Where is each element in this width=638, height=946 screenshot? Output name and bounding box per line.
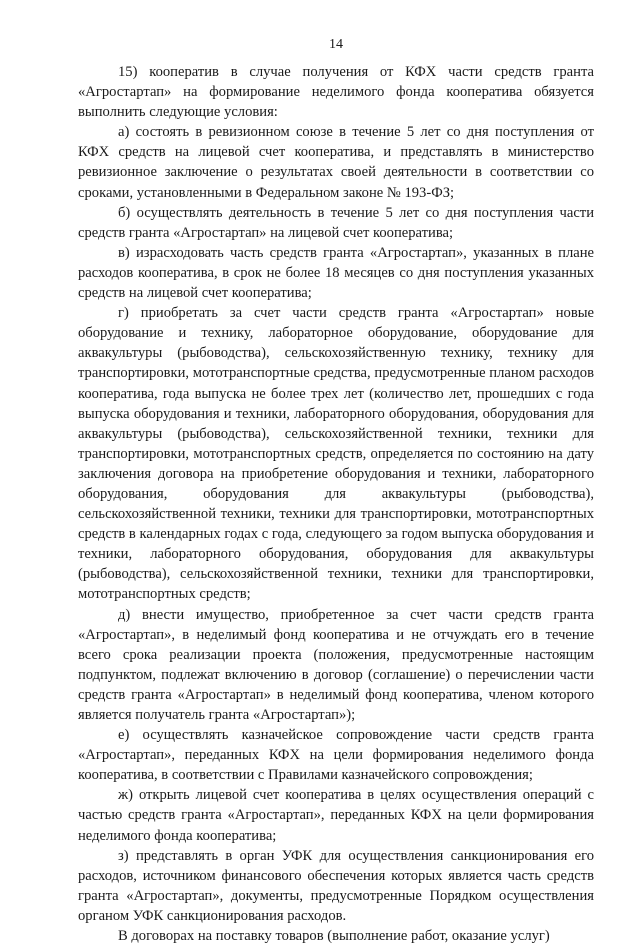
paragraph-subitem-g: г) приобретать за счет части средств гранта «Агростартап» новые оборудование и технику, лабораторное оборудование, оборудование для аквакультуры (рыбоводства), сельскохозяйственную технику, технику для транспортировки, мототранспортные средства, предусмотренные планом расходов кооператива, года выпуска не более трех лет (количество лет, прошедших с года выпуска оборудования и техники, лабораторного оборудования, оборудования для аквакультуры (рыбоводства), сельскохозяйственной техники, техники для транспортировки, мототранспортных средств, определяется по состоянию на дату заключения договора на приобретение оборудования и техники, лабораторного оборудования, оборудования для аквакультуры (рыбоводства), сельскохозяйственной техники, техники для транспортировки, мототранспортных средств в календарных годах с года, следующего за годом выпуска оборудования и техники, лабораторного оборудования, оборудования для аквакультуры (рыбоводства), сельскохозяйственной техники, техники для транспортировки, мототранспортных средств;	[78, 305, 594, 603]
document-body	[78, 62, 594, 946]
page-number: 14	[329, 37, 343, 52]
paragraph-subitem-zh: ж) открыть лицевой счет кооператива в целях осуществления операций с частью средств гранта «Агростартап», переданных КФХ на цели формирования неделимого фонда кооператива;	[78, 787, 594, 844]
paragraph-item-15: 15) кооператив в случае получения от КФХ части средств гранта «Агростартап» на формирование неделимого фонда кооператива обязуется выполнить следующие условия:	[78, 64, 594, 121]
paragraph-subitem-d: д) внести имущество, приобретенное за счет части средств гранта «Агростартап», в неделимый фонд кооператива и не отчуждать его в течение всего срока реализации проекта (положения, предусмотренные настоящим подпунктом, подлежат включению в договор (соглашение) о перечислении части средств гранта «Агростартап» в неделимый фонд кооператива, членом которого является получатель гранта «Агростартап»);	[78, 606, 594, 723]
paragraph-subitem-b: б) осуществлять деятельность в течение 5 лет со дня поступления части средств гранта «Агростартап» на лицевой счет кооператива;	[78, 204, 594, 241]
paragraph-subitem-e: е) осуществлять казначейское сопровождение части средств гранта «Агростартап», переданных КФХ на цели формирования неделимого фонда кооператива, в соответствии с Правилами казначейского сопровождения;	[78, 727, 594, 784]
paragraph-subitem-a: а) состоять в ревизионном союзе в течение 5 лет со дня поступления от КФХ средств на лицевой счет кооператива, и представлять в министерство ревизионное заключение о результатах своей деятельности в соответствии со сроками, установленными в Федеральном законе № 193-ФЗ;	[78, 124, 594, 201]
paragraph-contracts: В договорах на поставку товаров (выполнение работ, оказание услуг)	[118, 928, 550, 945]
paragraph-subitem-z: з) представлять в орган УФК для осуществления санкционирования его расходов, источником финансового обеспечения которых является часть средств гранта «Агростартап», документы, предусмотренные Порядком осуществления органом УФК санкционирования расходов.	[78, 847, 594, 924]
paragraph-subitem-v: в) израсходовать часть средств гранта «Агростартап», указанных в плане расходов кооператива, в срок не более 18 месяцев со дня поступления указанных средств на лицевой счет кооператива;	[78, 244, 594, 302]
